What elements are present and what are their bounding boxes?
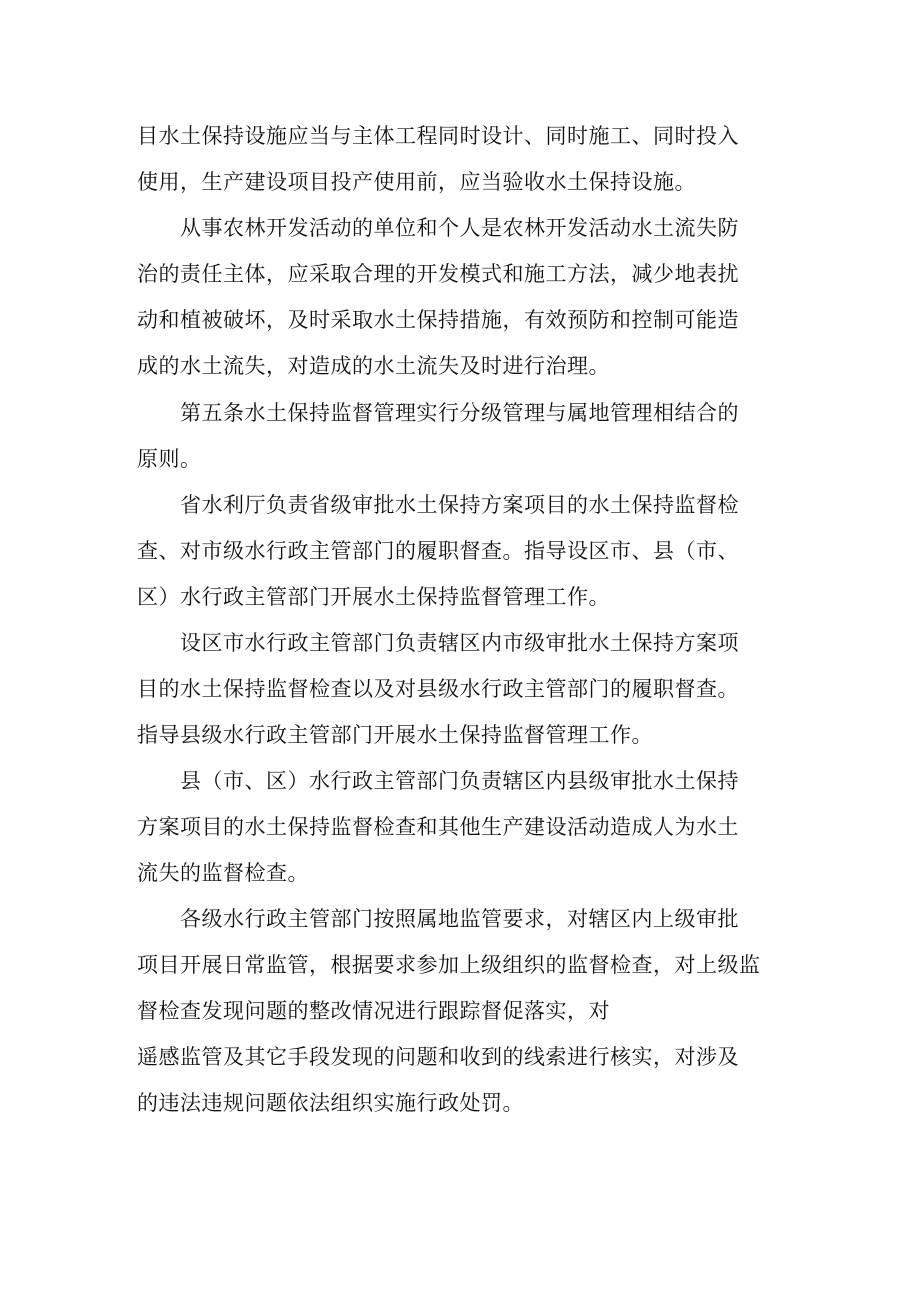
- text-line: 治的责任主体，应采取合理的开发模式和施工方法，减少地表扰: [137, 262, 739, 286]
- text-line: 遥感监管及其它手段发现的问题和收到的线索进行核实，对涉及: [137, 1045, 739, 1069]
- text-line: 成的水土流失，对造成的水土流失及时进行治理。: [137, 354, 610, 378]
- text-line: 设区市水行政主管部门负责辖区内市级审批水土保持方案项: [180, 631, 739, 655]
- text-line: 动和植被破坏，及时采取水土保持措施，有效预防和控制可能造: [137, 308, 739, 332]
- text-line: 第五条水土保持监督管理实行分级管理与属地管理相结合的: [180, 401, 739, 425]
- text-line: 原则。: [137, 447, 202, 471]
- text-line: 县（市、区）水行政主管部门负责辖区内县级审批水土保持: [180, 769, 739, 793]
- text-line: 省水利厅负责省级审批水土保持方案项目的水土保持监督检: [180, 493, 739, 517]
- text-line: 查、对市级水行政主管部门的履职督查。指导设区市、县（市、: [137, 539, 739, 563]
- text-line: 各级水行政主管部门按照属地监管要求，对辖区内上级审批: [180, 907, 739, 931]
- text-line: 目水土保持设施应当与主体工程同时设计、同时施工、同时投入: [137, 124, 739, 148]
- text-line: 从事农林开发活动的单位和个人是农林开发活动水土流失防: [180, 216, 739, 240]
- text-line: 流失的监督检查。: [137, 861, 309, 885]
- text-line: 目的水土保持监督检查以及对县级水行政主管部门的履职督查。: [137, 677, 739, 701]
- text-line: 的违法违规问题依法组织实施行政处罚。: [137, 1091, 524, 1115]
- text-line: 项目开展日常监管，根据要求参加上级组织的监督检查，对上级监: [137, 953, 761, 977]
- text-line: 督检查发现问题的整改情况进行跟踪督促落实，对: [137, 999, 610, 1023]
- text-line: 区）水行政主管部门开展水土保持监督管理工作。: [137, 585, 610, 609]
- text-line: 方案项目的水土保持监督检查和其他生产建设活动造成人为水土: [137, 815, 739, 839]
- text-line: 使用，生产建设项目投产使用前，应当验收水土保持设施。: [137, 170, 696, 194]
- text-line: 指导县级水行政主管部门开展水土保持监督管理工作。: [137, 723, 653, 747]
